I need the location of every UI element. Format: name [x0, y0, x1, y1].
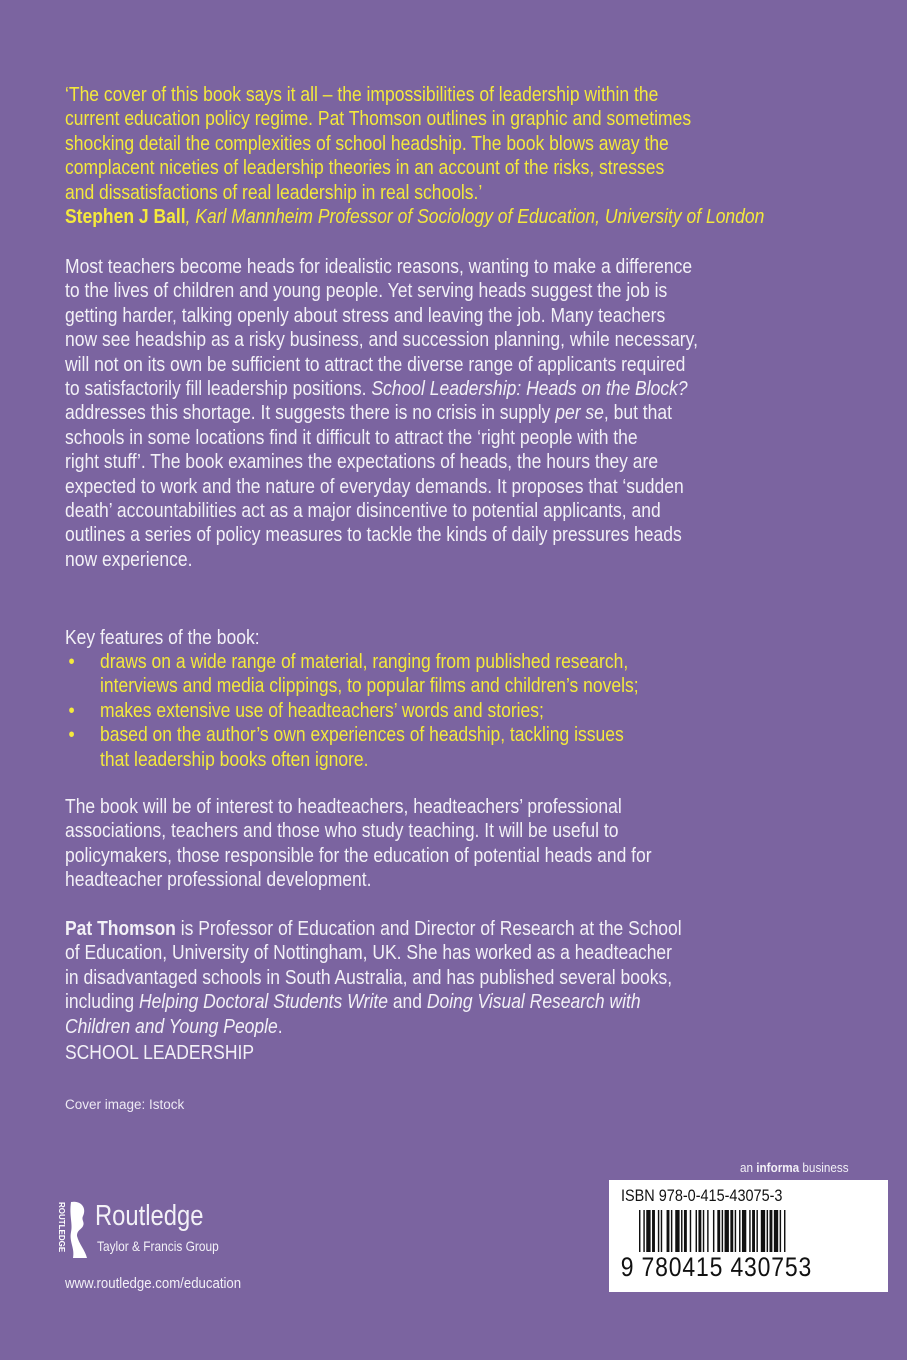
text-segment: addresses this shortage. It suggests there is no crisis in supply: [65, 402, 556, 425]
text-line: [65, 353, 698, 377]
text-segment: in disadvantaged schools in South Australia, and has published several books,: [65, 966, 673, 989]
text-segment: Pat Thomson: [65, 918, 176, 940]
logo-vertical-text: ROUTLEDGE: [57, 1202, 66, 1253]
ean-number: 9 780415 430753: [620, 1252, 813, 1282]
audience-paragraph: [65, 795, 652, 893]
text-segment: outlines a series of policy measures to tackle the kinds of daily pressures heads: [65, 524, 682, 547]
text-line: [65, 328, 698, 352]
quote-line: shocking detail the complexities of school headship. The book blows away the: [65, 132, 669, 155]
quote-line: ‘The cover of this book says it all – the impossibilities of leadership within the: [65, 84, 659, 106]
features-list: [65, 650, 639, 772]
text-line: [65, 304, 698, 328]
publisher-url[interactable]: www.routledge.com/education: [65, 1275, 242, 1292]
text-segment: death’ accountabilities act as a major disincentive to potential applicants, and: [65, 500, 661, 523]
author-bio: [65, 917, 682, 1039]
text-line: [65, 499, 698, 523]
text-segment: will not on its own be sufficient to attract the diverse range of applicants required: [65, 353, 686, 376]
text-segment: associations, teachers and those who study teaching. It will be useful to: [65, 820, 619, 843]
feature-item: [65, 748, 639, 772]
text-segment: is Professor of Education and Director of Research at the School: [175, 918, 682, 940]
text-segment: schools in some locations find it difficult to attract the ‘right people with the: [65, 426, 638, 449]
text-segment: and: [387, 991, 427, 1014]
isbn-number: ISBN 978-0-415-43075-3: [621, 1186, 783, 1205]
text-segment: .: [277, 1015, 283, 1038]
feature-text: that leadership books often ignore.: [100, 748, 369, 771]
text-line: [65, 279, 698, 303]
text-segment: including: [65, 991, 139, 1014]
informa-tagline: an informa business: [740, 1160, 849, 1175]
text-segment: The book will be of interest to headteachers, headteachers’ professional: [65, 796, 622, 818]
text-segment: of Education, University of Nottingham, UK. She has worked as a headteacher: [65, 942, 673, 965]
text-line: [65, 819, 652, 843]
quote-attribution: [65, 205, 764, 229]
text-segment: Doing Visual Research with: [426, 991, 641, 1014]
text-line: [65, 795, 652, 819]
quote-line: current education policy regime. Pat Thomson outlines in graphic and sometimes: [65, 108, 692, 131]
text-segment: getting harder, talking openly about stress and leaving the job. Many teachers: [65, 304, 666, 327]
feature-text: interviews and media clippings, to popular films and children’s novels;: [100, 675, 639, 698]
text-segment: School Leadership: Heads on the Block?: [371, 378, 688, 401]
text-segment: to the lives of children and young people. Yet serving heads suggest the job is: [65, 280, 668, 303]
quote-author-title: , Karl Mannheim Professor of Sociology of Education, University of London: [185, 206, 765, 229]
feature-text: makes extensive use of headteachers’ words and stories;: [100, 699, 544, 722]
text-line: [65, 548, 698, 572]
routledge-head-icon: [55, 1200, 89, 1260]
text-segment: , but that: [603, 402, 673, 425]
text-segment: expected to work and the nature of everyday demands. It proposes that ‘sudden: [65, 475, 684, 498]
quote-author: Stephen J Ball: [65, 206, 186, 229]
text-segment: headteacher professional development.: [65, 869, 372, 892]
quote-line: complacent niceties of leadership theories in an account of the risks, stresses: [65, 157, 665, 180]
feature-item: [65, 723, 639, 747]
text-line: [65, 1015, 682, 1039]
publisher-group: Taylor & Francis Group: [97, 1238, 219, 1254]
feature-item: [65, 674, 639, 698]
text-line: [65, 475, 698, 499]
text-segment: now experience.: [65, 548, 193, 571]
feature-text: based on the author’s own experiences of headship, tackling issues: [100, 724, 624, 747]
text-line: [65, 844, 652, 868]
text-segment: policymakers, those responsible for the education of potential heads and for: [65, 844, 652, 867]
subject-category: SCHOOL LEADERSHIP: [65, 1042, 254, 1064]
bullet-icon: •: [68, 724, 75, 747]
cover-credit: Cover image: Istock: [65, 1097, 185, 1112]
text-line: [65, 450, 698, 474]
text-line: [65, 255, 698, 279]
feature-text: draws on a wide range of material, ranging from published research,: [100, 651, 629, 673]
text-line: [65, 917, 682, 941]
text-line: [65, 941, 682, 965]
text-line: [65, 377, 698, 401]
bullet-icon: •: [68, 651, 75, 673]
text-line: [65, 426, 698, 450]
text-line: [65, 523, 698, 547]
description-paragraph: [65, 255, 698, 572]
text-segment: now see headship as a risky business, and succession planning, while necessary,: [65, 329, 698, 352]
features-heading: Key features of the book:: [65, 627, 260, 649]
bullet-icon: •: [68, 699, 75, 722]
endorsement-quote: [65, 83, 764, 229]
isbn-barcode: [609, 1180, 888, 1292]
text-segment: Helping Doctoral Students Write: [138, 991, 388, 1014]
text-segment: per se: [555, 402, 604, 425]
text-segment: to satisfactorily fill leadership positions.: [65, 378, 372, 401]
text-line: [65, 401, 698, 425]
publisher-name: Routledge: [95, 1200, 204, 1232]
text-segment: right stuff’. The book examines the expectations of heads, the hours they are: [65, 451, 659, 474]
text-line: [65, 868, 652, 892]
routledge-logo: [55, 1200, 255, 1260]
quote-line: and dissatisfactions of real leadership in real schools.’: [65, 181, 483, 204]
feature-item: [65, 699, 639, 723]
text-line: [65, 966, 682, 990]
feature-item: [65, 650, 639, 674]
text-line: [65, 990, 682, 1014]
text-segment: Most teachers become heads for idealistic reasons, wanting to make a difference: [65, 256, 693, 278]
text-segment: Children and Young People: [65, 1015, 278, 1038]
